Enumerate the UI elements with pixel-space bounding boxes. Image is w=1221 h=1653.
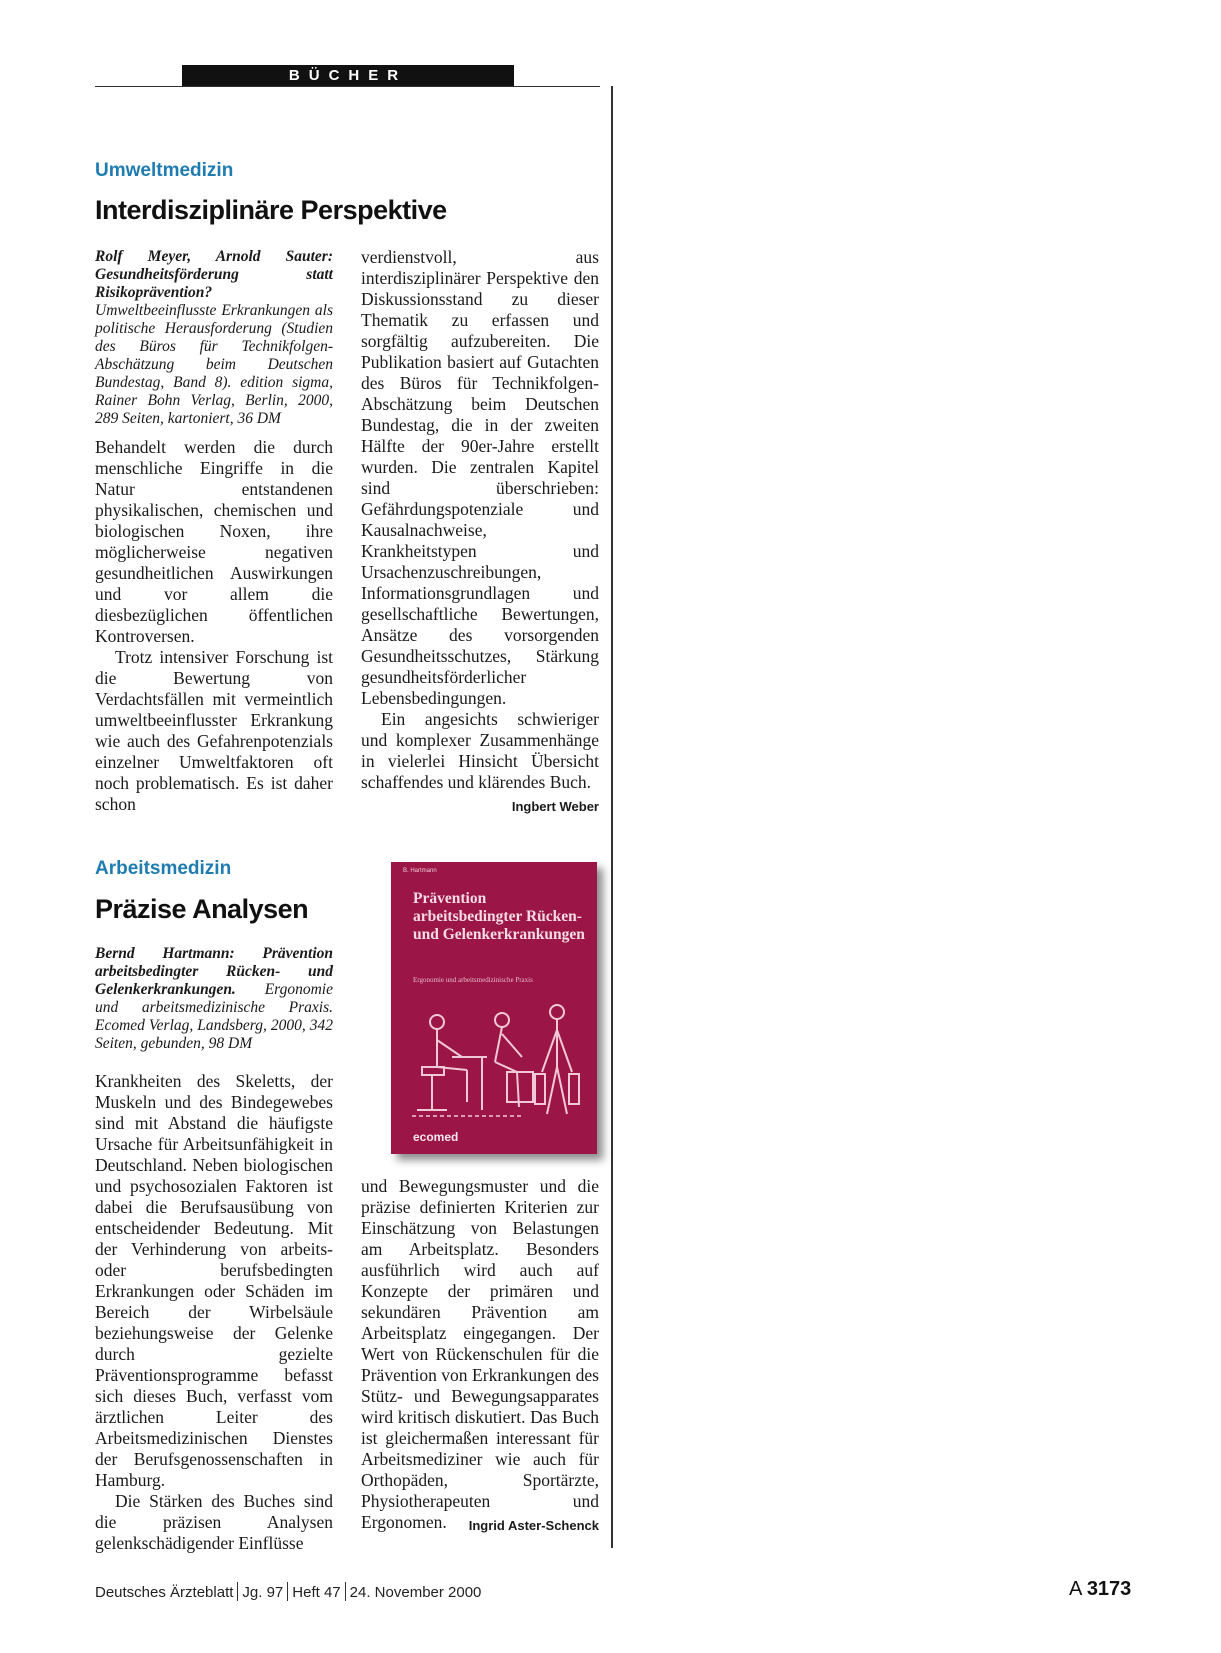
ergonomics-figure-icon [407, 1002, 587, 1122]
footer-date: 24. November 2000 [349, 1584, 482, 1601]
footer-divider [345, 1582, 346, 1601]
footer-journal: Deutsches Ärzteblatt [95, 1584, 234, 1601]
article1-column-2 [361, 247, 599, 817]
article2-col2-paragraph: und Bewegungsmuster und die präzise definierten Kriterien zur Einschätzung von Belastungen am Arbeitsplatz. Besonders ausführlich wird auch auf Konzepte der primären und sekundären Prävention am Arbeitsplatz eingegangen. Der Wert von Rückenschulen für die Prävention von Erkrankungen des Stütz- und Bewegungsapparates wird kritisch diskutiert. Das Buch ist gleichermaßen interessant für Arbeitsmediziner wie auch für Orthopäden, Sportärzte, Physiotherapeuten und Ergonomen. [361, 1176, 599, 1532]
article2-kicker: Arbeitsmedizin [95, 858, 232, 879]
footer-divider [237, 1582, 238, 1601]
article2-bibliography [95, 945, 333, 1053]
article2-col1-paragraph: Die Stärken des Buches sind die präzisen Analysen gelenkschädigender Einflüsse [95, 1491, 333, 1553]
book-cover-image [391, 862, 597, 1154]
article2-biblio-details: Ergonomie und arbeitsmedizinische Praxis. Ecomed Verlag, Landsberg, 2000, 342 Seiten, gebunden, 98 DM [95, 981, 333, 1052]
footer-divider [287, 1582, 288, 1601]
header-rule [95, 86, 600, 87]
cover-author: B. Hartmann [403, 868, 437, 874]
article2-column-1 [95, 1071, 333, 1554]
article2-column-2 [361, 1176, 599, 1536]
section-header: BÜCHER [182, 65, 514, 86]
article1-column-1 [95, 437, 333, 815]
article2-col1-paragraph: Krankheiten des Skeletts, der Muskeln und des Bindegewebes sind mit Abstand die häufigste Ursache für Arbeitsunfähigkeit in Deutschland. Neben biologischen und psychosozialen Faktoren ist dabei die Berufsausübung von entscheidender Bedeutung. Mit der Verhinderung von arbeits- oder berufsbedingten Erkrankungen oder Schäden im Bereich der Wirbelsäule beziehungsweise der Gelenke durch gezielte Präventionsprogramme befasst sich dieses Buch, verfasst vom ärztlichen Leiter des Arbeitsmedizinischen Dienstes der Berufsgenossenschaften in Hamburg. [95, 1071, 333, 1490]
article2-biblio-title: Bernd Hartmann: Prävention arbeitsbedingter Rücken- und Gelenkerkrankungen. [95, 945, 333, 998]
article1-col1-paragraph: Trotz intensiver Forschung ist die Bewertung von Verdachtsfällen mit vermeintlich umweltbeeinflusster Erkrankung wie auch des Gefahrenpotenzials einzelner Umweltfaktoren oft noch problematisch. Es ist daher schon [95, 647, 333, 814]
page-number [1069, 1578, 1131, 1601]
article1-bibliography [95, 248, 333, 428]
article1-col2-paragraph: verdienstvoll, aus interdisziplinärer Perspektive den Diskussionsstand zu dieser Thematik zu erfassen und sorgfältig aufzubereiten. Die Publikation basiert auf Gutachten des Büros für Technikfolgen-Abschätzung beim Deutschen Bundestag, die in der zweiten Hälfte der 90er-Jahre erstellt wurden. Die zentralen Kapitel sind überschrieben: Gefährdungspotenziale und Kausalnachweise, Krankheitstypen und Ursachenzuschreibungen, Informationsgrundlagen und gesellschaftliche Bewertungen, Ansätze des vorsorgenden Gesundheitsschutzes, Stärkung gesundheitsförderlicher Lebensbedingungen. [361, 247, 599, 708]
article1-kicker: Umweltmedizin [95, 160, 234, 181]
cover-title: Prävention arbeitsbedingter Rücken- und Gelenkerkrankungen [413, 890, 585, 943]
article1-col2-paragraph: Ein angesichts schwieriger und komplexer Zusammenhänge in vielerlei Hinsicht Übersicht schaffendes und klärendes Buch. [361, 709, 599, 792]
article1-col1-paragraph: Behandelt werden die durch menschliche Eingriffe in die Natur entstandenen physikalischen, chemischen und biologischen Noxen, ihre möglicherweise negativen gesundheitlichen Auswirkungen und vor allem die diesbezüglichen öffentlichen Kontroversen. [95, 437, 333, 646]
column-rule [611, 86, 613, 1548]
page-footer [95, 1582, 481, 1601]
page-prefix: A [1069, 1578, 1082, 1600]
article1-biblio-title: Rolf Meyer, Arnold Sauter: Gesundheitsförderung statt Risikoprävention? [95, 248, 333, 301]
article1-headline: Interdisziplinäre Perspektive [95, 195, 447, 225]
footer-volume: Jg. 97 [242, 1584, 284, 1601]
footer-issue: Heft 47 [292, 1584, 341, 1601]
cover-publisher-logo: ecomed [413, 1130, 459, 1144]
page-number-value: 3173 [1086, 1578, 1132, 1600]
article2-headline: Präzise Analysen [95, 894, 309, 924]
article2-author: Ingrid Aster-Schenck [468, 1518, 599, 1533]
article1-author: Ingbert Weber [511, 799, 599, 814]
cover-subtitle: Ergonomie und arbeitsmedizinische Praxis [413, 976, 533, 984]
article1-biblio-details: Umweltbeeinflusste Erkrankungen als politische Herausforderung (Studien des Büros für Technikfolgen-Abschätzung beim Deutschen Bundestag, Band 8). edition sigma, Rainer Bohn Verlag, Berlin, 2000, 289 Seiten, kartoniert, 36 DM [95, 302, 333, 427]
